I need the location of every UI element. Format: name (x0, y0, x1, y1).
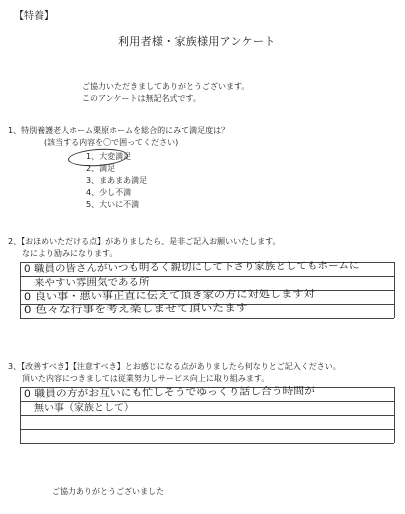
q2-answer-line-1: 0 職員の皆さんがいつも明るく親切にして下さり家族としてもホームに (23, 260, 360, 275)
q1-question: 1、特別養護老人ホーム栗原ホームを総合的にみて満足度は？ (8, 126, 230, 135)
intro-anonymous-note: このアンケートは無記名式です。 (82, 94, 201, 103)
q2-answer-line-4: 0 色々な行事を考え楽しませて頂いたます (23, 303, 248, 316)
q2-answer-line-3: 0 良い事・悪い事正直に伝えて頂き家の方に対処します対 (23, 288, 315, 303)
q2-subprompt: なにより励みになります。 (22, 249, 118, 258)
q3-subprompt: 頂いた内容につきましては従業努力しサービス向上に取り組みます。 (22, 374, 270, 383)
q3-answer-line-1: 0 職員の方がお互いにも忙しそうでゆっくり話し合う時間が (23, 385, 316, 400)
intro-thanks: ご協力いただきましてありがとうございます。 (82, 82, 250, 91)
q3-prompt: 3、【改善すべき】【注意すべき】とお感じになる点がありましたら何なりとご記入ください。 (8, 362, 341, 371)
q1-option-5: 5、大いに不満 (86, 200, 140, 209)
q1-option-4: 4、少し不満 (86, 188, 132, 197)
q2-prompt: 2、【おほめいただける点】がありましたら、是非ご記入お願いいたします。 (8, 237, 281, 246)
survey-title: 利用者様・家族様用アンケート (118, 35, 276, 48)
q2-answer-line-2: 来やすい雰囲気である所 (33, 277, 150, 289)
q3-answer-line-2: 無い事（家族として） (33, 402, 135, 414)
facility-badge: 【特養】 (14, 11, 54, 22)
q1-instruction: (該当する内容を〇で囲ってください) (44, 138, 179, 147)
q1-option-1: 1、大変満足 (86, 152, 132, 161)
closing-thanks: ご協力ありがとうございました (52, 487, 164, 496)
q1-option-2: 2、満足 (86, 164, 116, 173)
q1-option-3: 3、まあまあ満足 (86, 176, 148, 185)
